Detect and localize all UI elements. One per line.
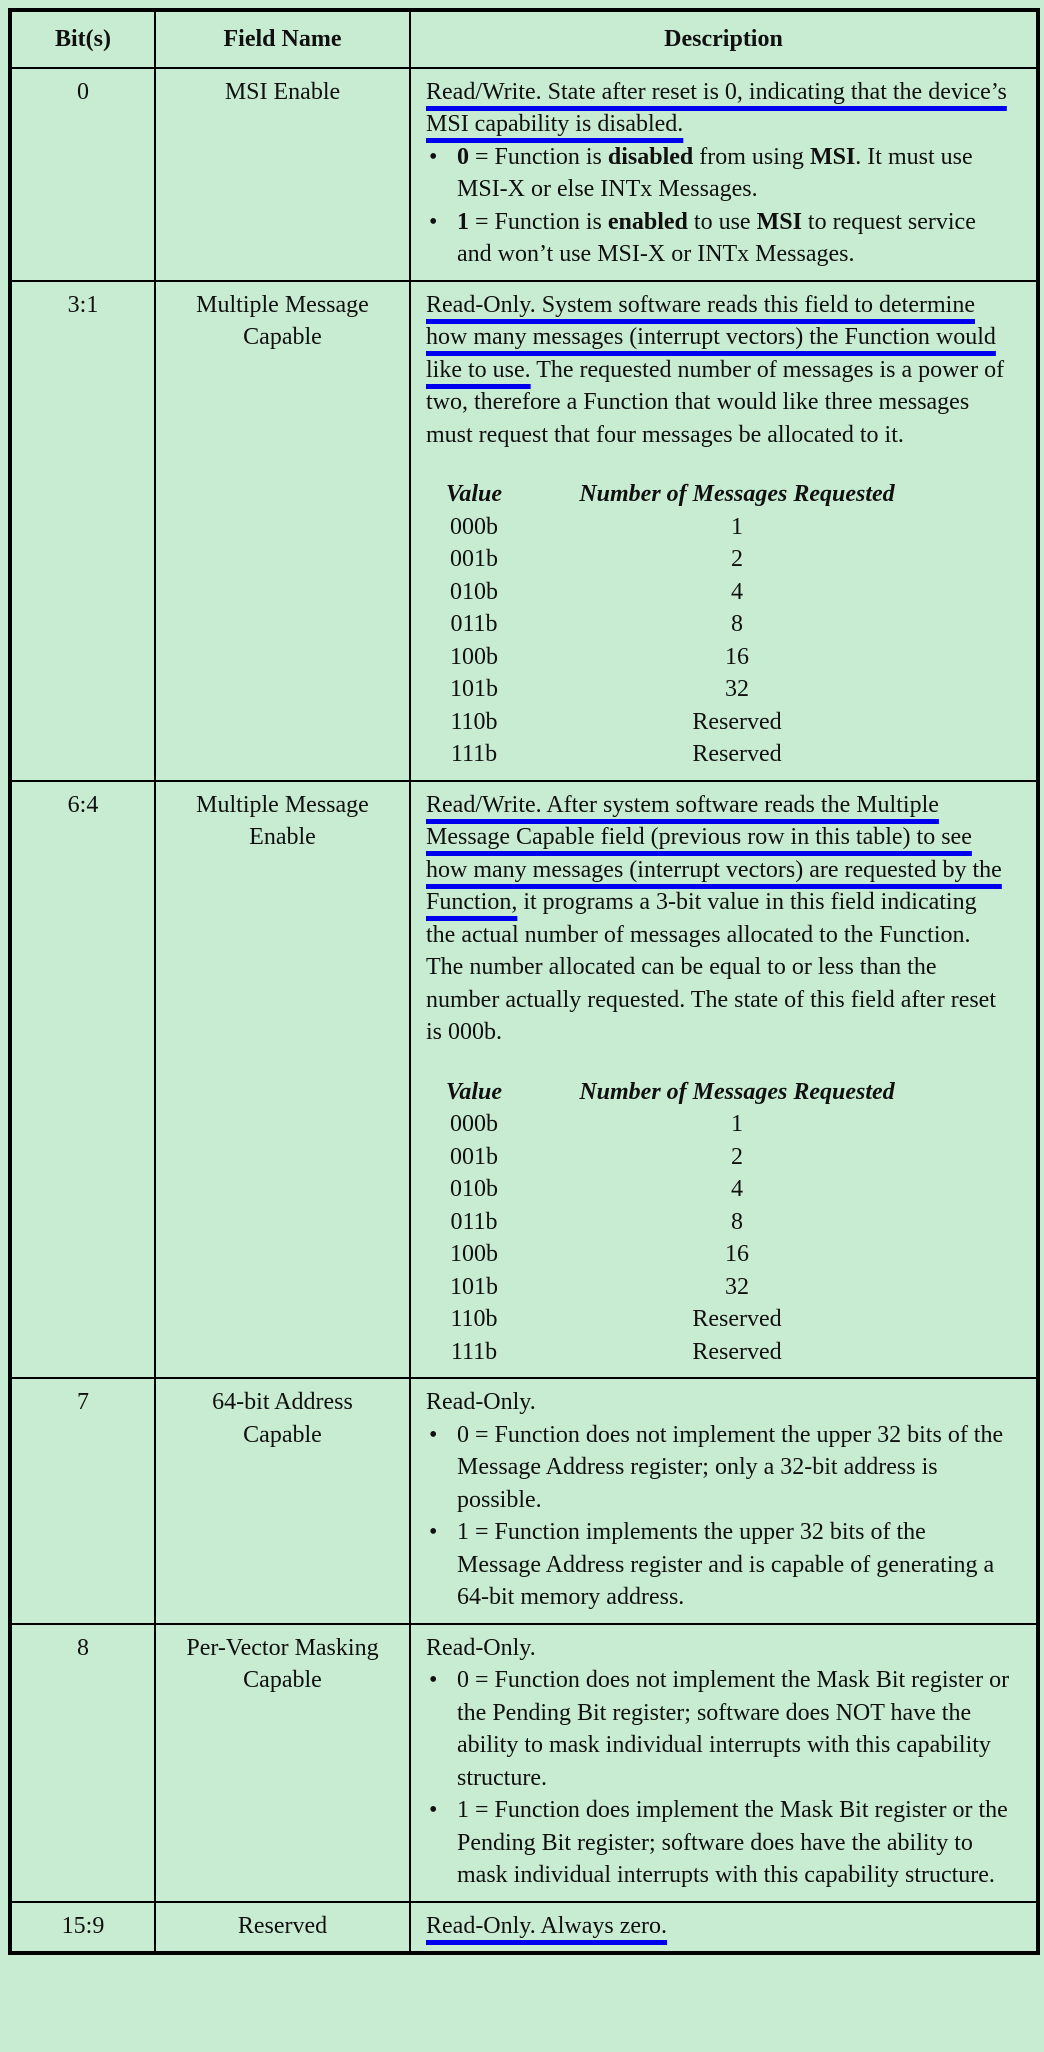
text-run: from using [693,143,810,170]
table-row [10,68,1038,281]
description-paragraph [426,1632,1010,1665]
bit-cell: 7 [10,1378,155,1624]
bullet-icon: • [429,1519,438,1545]
value-cell: 010b [450,578,498,605]
messages-cell: 8 [731,1208,743,1235]
value-cell: 101b [450,1273,498,1300]
value-cell: 011b [450,1208,498,1235]
text-run: Read/Write. State after reset is 0, indicating that the device’s MSI capability is disabled. [426,78,1007,137]
value-table-row [426,1336,1010,1369]
messages-cell: 16 [725,1241,749,1267]
value-cell: 111b [450,1338,498,1365]
bullet-text [457,1516,1010,1614]
text-run: to request service and won’t use MSI-X or INTx Messages. [457,208,976,267]
bullet-text [457,141,1010,206]
column-header-bits: Bit(s) [10,10,155,68]
text-run: = Function is [469,208,608,235]
text-run: 1 = Function does implement the Mask Bit register or the Pending Bit register; software does have the ability to mask individual interrupts with this capability structure. [457,1797,1008,1888]
value-table-row [426,1206,1010,1239]
messages-cell: 32 [725,1273,749,1300]
messages-cell: Reserved [692,708,782,735]
bullet-icon: • [429,1797,438,1823]
messages-cell: 32 [725,676,749,702]
messages-cell: 4 [731,1176,743,1202]
bullet-icon: • [429,208,438,235]
value-table-header [426,1076,1010,1109]
bullet-item [426,141,1010,206]
text-run: Read/Write. After system software reads the Multiple Message Capable field (previous row in this table) to see how many messages (interrupt vectors) are requested by the Function, [426,791,1002,915]
value-cell: 100b [450,1241,498,1267]
bullet-text [457,1794,1010,1892]
text-run: Read-Only. [426,1389,536,1415]
description-paragraph [426,789,1010,1049]
value-table-row [426,641,1010,674]
value-table-header-value: Value [445,1078,502,1105]
messages-cell: 16 [725,643,749,670]
value-cell: 001b [450,1143,498,1170]
description-cell [410,68,1038,281]
table-row [10,281,1038,781]
value-table-header-messages: Number of Messages Requested [579,481,895,507]
bit-cell: 15:9 [10,1902,155,1954]
text-run: The requested number of messages is a power of two, therefore a Function that would like three messages must request that four messages be allocated to it. [426,356,1005,448]
bit-cell: 0 [10,68,155,281]
value-table-row [426,1303,1010,1336]
value-cell: 000b [450,1111,498,1137]
value-cell: 110b [450,708,498,735]
bullet-icon: • [429,1421,438,1448]
field-name-cell: Reserved [155,1902,410,1954]
bullet-text [457,1419,1010,1517]
value-cell: 110b [450,1306,498,1332]
description-cell [410,781,1038,1379]
table-row [10,1902,1038,1954]
text-run: MSI [756,208,802,235]
table-row [10,1378,1038,1624]
value-table-row [426,1108,1010,1141]
text-run: Read-Only. [426,1634,536,1661]
bullet-item [426,1419,1010,1517]
value-table [426,1076,1010,1369]
bullet-item [426,1664,1010,1794]
bullet-text [457,206,1010,271]
table-row [10,781,1038,1379]
value-table [426,478,1010,771]
text-run: 1 [457,208,469,235]
messages-cell: Reserved [692,1306,782,1332]
column-header-field-name: Field Name [155,10,410,68]
description-cell [410,1624,1038,1902]
bit-cell: 8 [10,1624,155,1902]
value-table-row [426,1173,1010,1206]
messages-cell: 8 [731,611,743,637]
description-cell [410,281,1038,781]
value-cell: 111b [450,741,498,767]
messages-cell: 1 [731,513,743,540]
description-paragraph [426,1386,1010,1419]
messages-cell: 2 [731,1143,743,1170]
field-name-cell: 64-bit Address Capable [155,1378,410,1624]
description-paragraph [426,1910,1010,1943]
bit-cell: 6:4 [10,781,155,1379]
register-bit-table [8,8,1040,1955]
text-run: 1 = Function implements the upper 32 bits of the Message Address register and is capable of generating a 64-bit memory address. [457,1519,995,1610]
value-table-row [426,511,1010,544]
messages-cell: 2 [731,546,743,572]
value-table-header [426,478,1010,511]
field-name-cell: Per-Vector Masking Capable [155,1624,410,1902]
value-table-row [426,706,1010,739]
text-run: MSI [809,143,856,170]
description-paragraph [426,289,1010,452]
value-cell: 100b [450,643,498,670]
bullet-item [426,1794,1010,1892]
value-table-row [426,1238,1010,1271]
text-run: enabled [607,208,688,235]
value-table-header-messages: Number of Messages Requested [579,1078,895,1105]
column-header-description: Description [410,10,1038,68]
messages-cell: Reserved [692,1338,782,1365]
field-name-cell: Multiple Message Enable [155,781,410,1379]
text-run: 0 [457,143,469,170]
value-cell: 000b [450,513,498,540]
bullet-item [426,206,1010,271]
text-run: 0 = Function does not implement the Mask Bit register or the Pending Bit register; software does NOT have the ability to mask individual interrupts with this capability structure. [457,1667,1010,1791]
text-run: 0 = Function does not implement the upper 32 bits of the Message Address register; only a 32-bit address is possible. [457,1421,1004,1513]
value-cell: 101b [450,676,498,702]
value-table-row [426,1271,1010,1304]
value-table-row [426,608,1010,641]
table-body [10,68,1038,1954]
messages-cell: 1 [731,1111,743,1137]
value-table-row [426,738,1010,771]
value-table-row [426,1141,1010,1174]
bullet-icon: • [429,1667,438,1693]
value-cell: 010b [450,1176,498,1202]
bullet-item [426,1516,1010,1614]
value-table-row [426,543,1010,576]
value-table-row [426,576,1010,609]
table-row [10,1624,1038,1902]
messages-cell: 4 [731,578,743,605]
text-run: to use [687,208,757,235]
bullet-text [457,1664,1010,1794]
value-table-header-value: Value [445,481,502,507]
field-name-cell: MSI Enable [155,68,410,281]
bit-cell: 3:1 [10,281,155,781]
value-cell: 001b [450,546,498,572]
text-run: Read-Only. System software reads this field to determine how many messages (interrupt vectors) the Function would like to use. [426,291,996,383]
table-header-row [10,10,1038,68]
description-paragraph [426,76,1010,141]
text-run: it programs a 3-bit value in this field indicating the actual number of messages allocated to the Function. The number allocated can be equal to or less than the number actually requested. The state of this field after reset is 000b. [426,889,996,1045]
text-run: . It must use MSI-X or else INTx Messages. [457,143,973,202]
field-name-cell: Multiple Message Capable [155,281,410,781]
description-cell [410,1902,1038,1954]
text-run: disabled [607,143,694,170]
value-cell: 011b [450,611,498,637]
bullet-icon: • [429,143,438,170]
messages-cell: Reserved [692,741,782,767]
text-run: Read-Only. Always zero. [426,1912,668,1939]
text-run: = Function is [469,143,608,170]
description-cell [410,1378,1038,1624]
value-table-row [426,673,1010,706]
